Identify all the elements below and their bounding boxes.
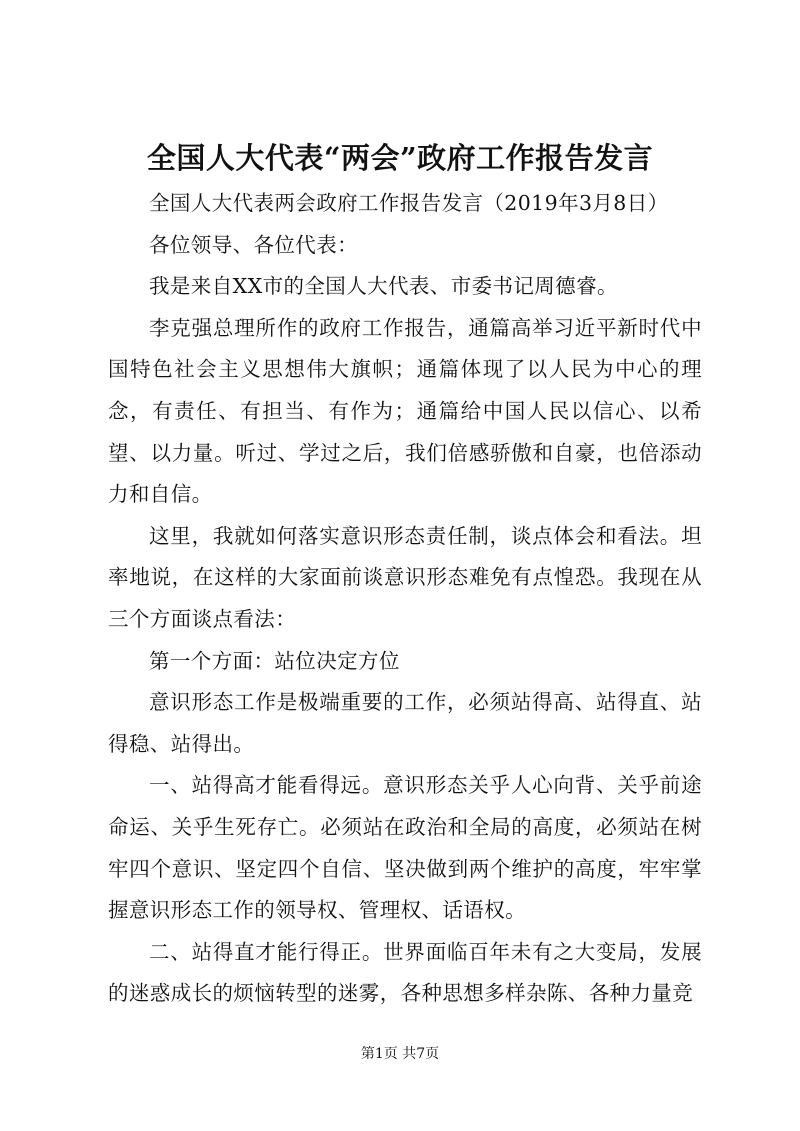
body-paragraph: 李克强总理所作的政府工作报告，通篇高举习近平新时代中国特色社会主义思想伟大旗帜；通篇体现了以人民为中心的理念，有责任、有担当、有作为；通篇给中国人民以信心、以希望、以力量。听过、学过之后，我们倍感骄傲和自豪，也倍添动力和自信。 [108,315,702,507]
document-body [108,183,702,1015]
page-number-footer: 第1页 共7页 [360,1046,440,1062]
body-paragraph: 这里，我就如何落实意识形态责任制，谈点体会和看法。坦率地说，在这样的大家面前谈意识形态难免有点惶恐。我现在从三个方面谈点看法： [108,523,702,631]
body-paragraph: 二、站得直才能行得正。世界面临百年未有之大变局，发展的迷惑成长的烦恼转型的迷雾，各种思想多样杂陈、各种力量竞 [108,939,702,1006]
subtitle-paragraph: 全国人大代表两会政府工作报告发言（2019年3月8日） [149,191,669,215]
body-paragraph: 意识形态工作是极端重要的工作，必须站得高、站得直、站得稳、站得出。 [108,690,702,756]
section-heading-paragraph: 第一个方面：站位决定方位 [149,648,400,673]
body-paragraph: 我是来自XX市的全国人大代表、市委书记周德睿。 [149,274,618,299]
salutation-paragraph: 各位领导、各位代表： [149,232,358,257]
body-paragraph: 一、站得高才能看得远。意识形态关乎人心向背、关乎前途命运、关乎生死存亡。必须站在政治和全局的高度，必须站在树牢四个意识、坚定四个自信、坚决做到两个维护的高度，牢牢掌握意识形态工作的领导权、管理权、话语权。 [108,773,702,923]
document-title: 全国人大代表“两会”政府工作报告发言 [146,141,654,175]
